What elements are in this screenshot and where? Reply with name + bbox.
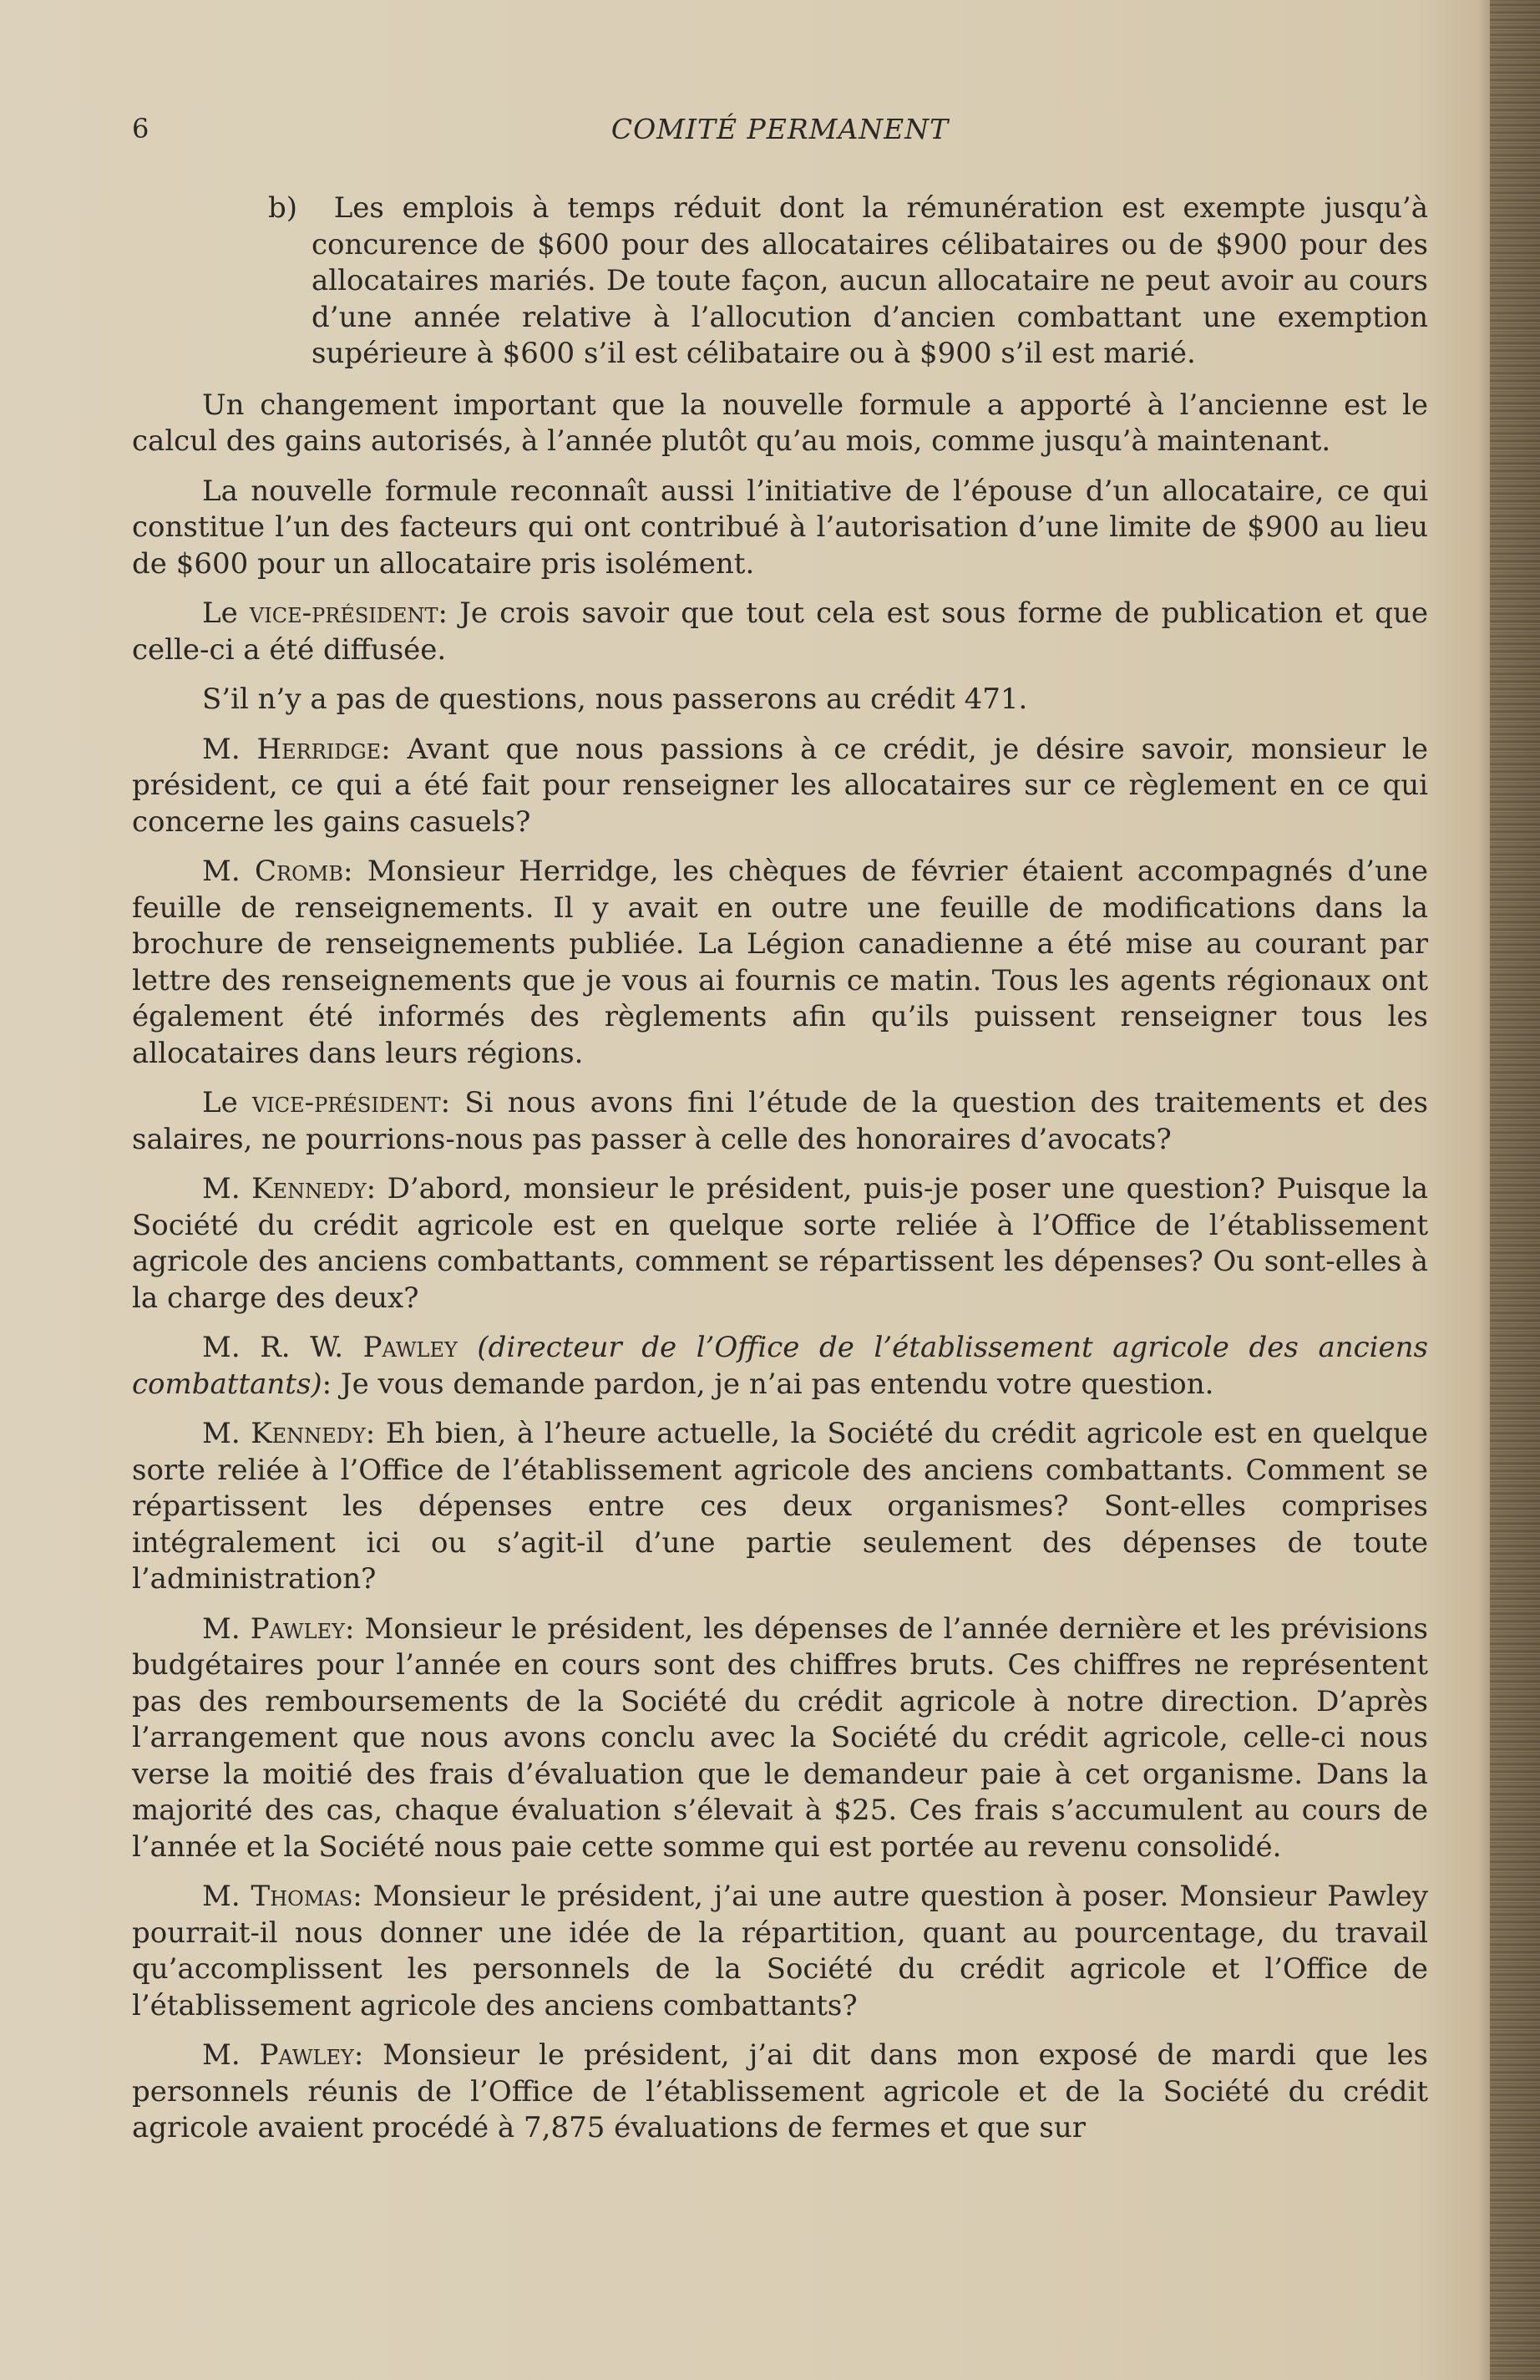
paragraph	[132, 1085, 1428, 1158]
speaker-prefix: M.	[202, 1611, 251, 1646]
paragraph-text: S’il n’y a pas de questions, nous passerons au crédit 471.	[202, 683, 1028, 716]
paragraph	[132, 854, 1428, 1072]
paragraph	[132, 2037, 1428, 2147]
speaker-name: Pawley	[362, 1331, 458, 1364]
speaker-prefix: M.	[202, 855, 256, 888]
list-item-text: Les emplois à temps réduit dont la rémunération est exempte jusqu’à concurence de $600 pour des allocataires célibataires ou de $900 pour des allocataires mariés. De toute façon, aucun allocataire ne peut avoir au cours d’une année relative à l’allocution d’ancien combattant une exemption supérieure à $600 s’il est célibataire ou à $900 s’il est marié.	[312, 191, 1428, 370]
speaker-suffix: :	[365, 1417, 376, 1450]
speaker-name: Kennedy	[251, 1172, 367, 1205]
speaker-name: Thomas	[251, 1880, 353, 1913]
list-item-b	[268, 190, 1428, 373]
paragraph	[132, 1416, 1428, 1598]
speaker-suffix: :	[440, 1086, 451, 1119]
running-title: COMITÉ PERMANENT	[610, 113, 950, 145]
speaker-suffix: :	[352, 1880, 362, 1913]
speaker-name: vice-président	[251, 1086, 441, 1119]
paragraph-text: Eh bien, à l’heure actuelle, la Société du crédit agricole est en quelque sorte reliée à l’Office de l’établissement agricole des anciens combattants. Comment se répartissent les dépenses entre ces deux organismes? Sont-elles comprises intégralement ici ou s’agit-il d’une partie seulement des dépenses de toute l’administration?	[132, 1417, 1428, 1596]
paragraph-list	[132, 388, 1428, 2147]
paragraph	[132, 1330, 1428, 1403]
speaker-prefix: M.	[202, 1880, 251, 1913]
speaker-prefix: M.	[202, 2038, 260, 2072]
list-marker: b)	[268, 191, 298, 225]
speaker-suffix: :	[344, 1611, 355, 1646]
paragraph	[132, 388, 1428, 460]
page-header	[132, 113, 1428, 155]
paragraph-text: La nouvelle formule reconnaît aussi l’initiative de l’épouse d’un allocataire, ce qui constitue l’un des facteurs qui ont contribué à l’autorisation d’une limite de $900 au lieu de $600 pour un allocataire pris isolément.	[132, 474, 1428, 581]
paragraph-text: Un changement important que la nouvelle formule a apporté à l’ancienne est le calcul des gains autorisés, à l’année plutôt qu’au mois, comme jusqu’à maintenant.	[132, 388, 1428, 458]
paragraph	[132, 732, 1428, 841]
paragraph-text: Avant que nous passions à ce crédit, je désire savoir, monsieur le président, ce qui a été fait pour renseigner les allocataires sur ce règlement en ce qui concerne les gains casuels?	[132, 732, 1428, 839]
speaker-prefix: M.	[202, 732, 257, 766]
speaker-prefix: Le	[202, 1086, 252, 1119]
speaker-name: Pawley	[259, 2038, 354, 2072]
speaker-prefix: M.	[202, 1172, 252, 1205]
speaker-suffix: :	[353, 2038, 364, 2072]
speaker-suffix: :	[343, 855, 353, 888]
paragraph-text: Si nous avons fini l’étude de la question des traitements et des salaires, ne pourrions-nous pas passer à celle des honoraires d’avocats?	[132, 1086, 1428, 1156]
speaker-name: Cromb	[255, 855, 344, 888]
speaker-name: Pawley	[250, 1611, 345, 1646]
paragraph	[132, 1879, 1428, 2024]
paragraph-text: Monsieur le président, les dépenses de l’année dernière et les prévisions budgétaires pour l’année en cours sont des chiffres bruts. Ces chiffres ne représentent pas des remboursements de la Société du crédit agricole à notre direction. D’après l’arrangement que nous avons conclu avec la Société du crédit agricole, celle-ci nous verse la moitié des frais d’évaluation que le demandeur paie à cet organisme. Dans la majorité des cas, chaque évaluation s’élevait à $25. Ces frais s’accumulent au cours de l’année et la Société nous paie cette somme qui est portée au revenu consolidé.	[132, 1611, 1428, 1864]
speaker-suffix: :	[381, 732, 391, 766]
document-body	[132, 190, 1428, 2160]
speaker-suffix: :	[438, 596, 448, 630]
paragraph-text: : Je vous demande pardon, je n’ai pas entendu votre question.	[322, 1367, 1214, 1401]
speaker-name: vice-président	[249, 596, 438, 630]
paragraph	[132, 1611, 1428, 1866]
paragraph	[132, 1171, 1428, 1317]
paragraph	[132, 682, 1428, 718]
speaker-prefix: M.	[202, 1417, 251, 1450]
paragraph-text: Monsieur le président, j’ai une autre question à poser. Monsieur Pawley pourrait-il nous donner une idée de la répartition, quant au pourcentage, du travail qu’accomplissent les personnels de la Société du crédit agricole et l’Office de l’établissement agricole des anciens combattants?	[132, 1880, 1429, 2022]
speaker-prefix: Le	[202, 596, 250, 630]
speaker-name: Herridge	[256, 732, 382, 766]
speaker-prefix: M. R. W.	[202, 1331, 363, 1364]
paragraph-text: Monsieur le président, j’ai dit dans mon exposé de mardi que les personnels réunis de l’Office de l’établissement agricole et de la Société du crédit agricole avaient procédé à 7,875 évaluations de fermes et que sur	[132, 2038, 1428, 2144]
page-edge-shadow	[1490, 0, 1540, 2380]
page-number: 6	[132, 113, 149, 145]
speaker-suffix: :	[366, 1172, 377, 1205]
paragraph-text: Je crois savoir que tout cela est sous forme de publication et que celle-ci a été diffusée.	[132, 596, 1428, 667]
paragraph	[132, 596, 1428, 668]
paragraph-text: D’abord, monsieur le président, puis-je poser une question? Puisque la Société du crédit agricole est en quelque sorte reliée à l’Office de l’établissement agricole des anciens combattants, comment se répartissent les dépenses? Ou sont-elles à la charge des deux?	[132, 1172, 1428, 1315]
speaker-role: (directeur de l’Office de l’établissement agricole des anciens combattants)	[132, 1331, 1428, 1401]
paragraph	[132, 474, 1428, 583]
speaker-name: Kennedy	[251, 1417, 366, 1450]
paragraph-text: Monsieur Herridge, les chèques de février étaient accompagnés d’une feuille de renseignements. Il y avait en outre une feuille de modifications dans la brochure de renseignements publiée. La Légion canadienne a été mise au courant par lettre des renseignements que je vous ai fournis ce matin. Tous les agents régionaux ont également été informés des règlements afin qu’ils puissent renseigner tous les allocataires dans leurs régions.	[132, 855, 1428, 1070]
